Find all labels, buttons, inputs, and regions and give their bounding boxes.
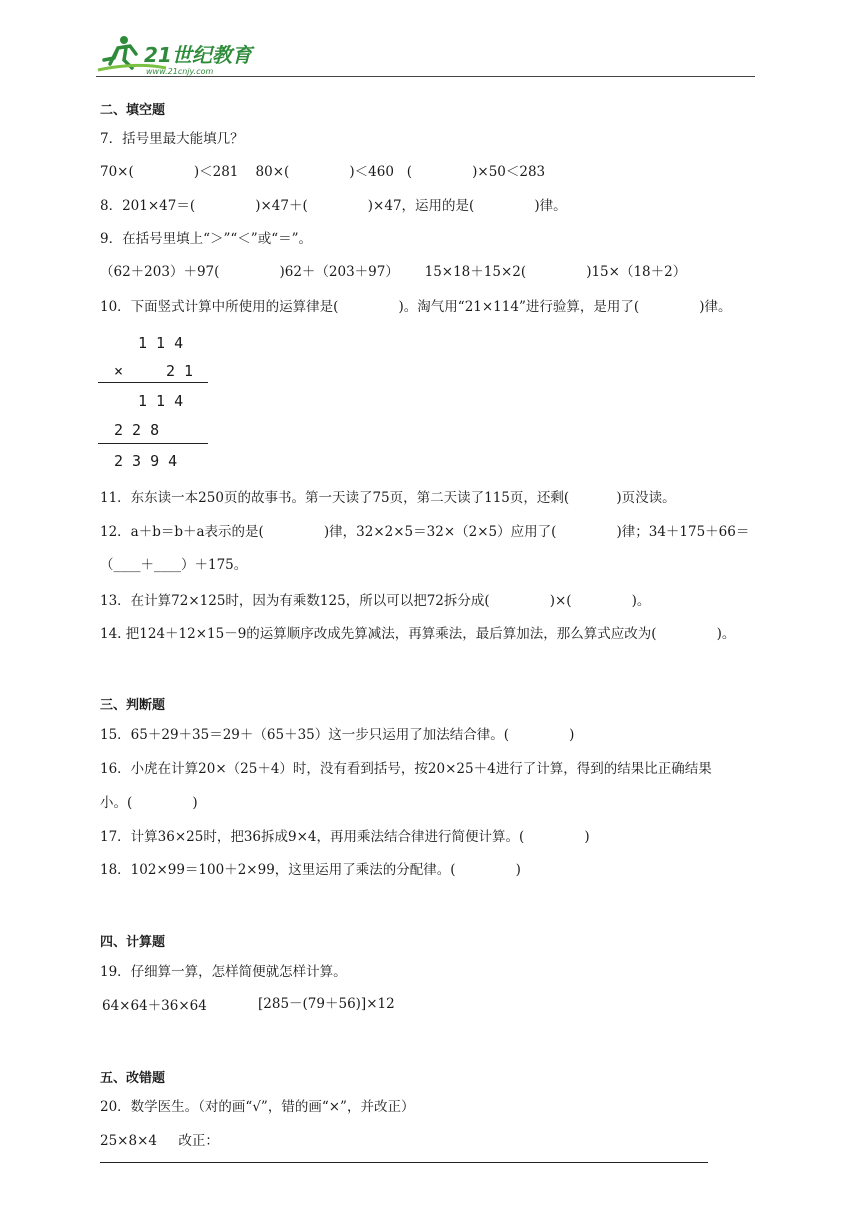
question-8: 8．201×47＝( )×47＋( )×47，运用的是( )律。: [100, 198, 567, 214]
calc-row-partial-1: 1 1 4: [138, 392, 184, 410]
question-10: 10．下面竖式计算中所使用的运算律是( )。淘气用“21×114”进行验算，是用了( )律。: [100, 299, 732, 315]
section-title-judgement: 三、判断题: [100, 698, 166, 713]
question-20-item: 25×8×4 改正：: [100, 1133, 219, 1149]
question-19: 19．仔细算一算，怎样简便就怎样计算。: [100, 964, 347, 980]
calc-row-partial-2: 2 2 8: [114, 421, 160, 439]
calc-rule-1: [98, 382, 208, 383]
question-11: 11．东东读一本250页的故事书。第一天读了75页，第二天读了115页，还剩( )页没读。: [100, 490, 676, 506]
question-13: 13．在计算72×125时，因为有乘数125，所以可以把72拆分成( )×( )。: [100, 593, 651, 609]
question-16-continued: 小。( ): [100, 795, 198, 811]
question-17: 17．计算36×25时，把36拆成9×4，再用乘法结合律进行简便计算。( ): [100, 829, 590, 845]
logo: [96, 34, 266, 78]
answer-line: [100, 1162, 708, 1163]
section-title-correction: 五、改错题: [100, 1071, 166, 1086]
question-12-continued: （____＋____）＋175。: [100, 557, 248, 573]
question-20: 20．数学医生。（对的画“√”，错的画“×”，并改正）: [100, 1099, 415, 1115]
question-7: 7．括号里最大能填几？: [100, 131, 244, 147]
question-9-items: （62＋203）＋97( )62＋（203＋97） 15×18＋15×2( )15×（18＋2）: [100, 264, 687, 280]
calc-multiply-sign: ×: [114, 362, 124, 380]
calc-row-result: 2 3 9 4: [114, 452, 178, 470]
section-title-calculation: 四、计算题: [100, 935, 166, 950]
question-15: 15．65＋29＋35＝29＋（65＋35）这一步只运用了加法结合律。( ): [100, 727, 575, 743]
question-19-expression-1: 64×64＋36×64: [102, 998, 207, 1014]
header-rule: [96, 76, 755, 77]
calc-row-multiplier: 2 1: [166, 362, 194, 380]
calc-row-multiplicand: 1 1 4: [138, 334, 184, 352]
calc-rule-2: [98, 443, 208, 444]
logo-title: 21世纪教育: [144, 43, 252, 67]
section-title-fill-blank: 二、填空题: [100, 103, 166, 118]
question-18: 18．102×99＝100＋2×99，这里运用了乘法的分配律。( ): [100, 862, 521, 878]
question-16: 16．小虎在计算20×（25＋4）时，没有看到括号，按20×25＋4进行了计算，得到的结果比正确结果: [100, 761, 712, 777]
question-19-expression-2: [285－(79＋56)]×12: [258, 996, 395, 1012]
logo-subtitle: www.21cnjy.com: [146, 67, 214, 76]
question-9: 9．在括号里填上“＞”“＜”或“＝”。: [100, 231, 312, 247]
page-header: [0, 0, 860, 80]
question-12: 12．a＋b＝b＋a表示的是( )律，32×2×5＝32×（2×5）应用了( )律；34＋175＋66＝: [100, 524, 750, 540]
question-7-items: 70×( )＜281 80×( )＜460 ( )×50＜283: [100, 164, 546, 180]
question-14: 14. 把124＋12×15－9的运算顺序改成先算减法，再算乘法，最后算加法，那么算式应改为( )。: [100, 626, 736, 642]
